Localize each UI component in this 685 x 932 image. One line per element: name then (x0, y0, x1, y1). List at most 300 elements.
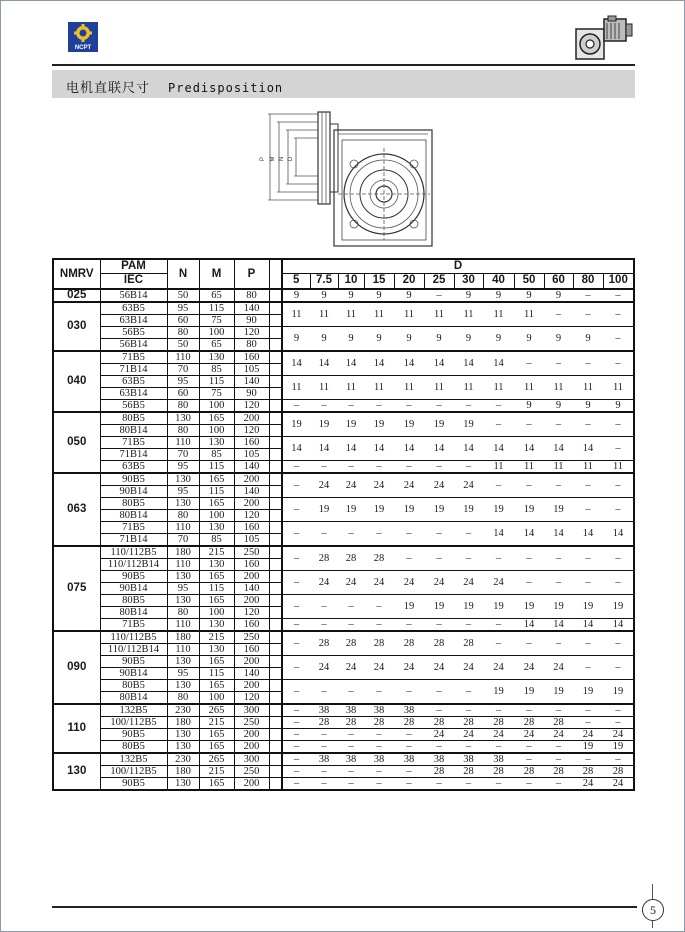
shaft-diameter-cell: 9 (514, 289, 544, 302)
spacer-cell (269, 486, 282, 498)
shaft-diameter-cell: – (310, 766, 338, 778)
shaft-diameter-cell: 14 (394, 351, 424, 376)
shaft-diameter-cell: – (514, 778, 544, 791)
m-cell: 85 (199, 534, 234, 547)
shaft-diameter-cell: 14 (338, 351, 364, 376)
table-row (53, 546, 634, 559)
shaft-diameter-cell: 28 (364, 717, 394, 729)
shaft-diameter-cell: – (514, 631, 544, 656)
spacer-cell (269, 534, 282, 547)
shaft-diameter-cell: – (394, 461, 424, 474)
p-cell: 200 (234, 473, 269, 486)
n-cell: 95 (167, 461, 199, 474)
shaft-diameter-cell: – (573, 717, 603, 729)
logo-text: NCPT (74, 45, 92, 51)
m-cell: 100 (199, 425, 234, 437)
shaft-diameter-cell: 28 (364, 546, 394, 571)
shaft-diameter-cell: 24 (310, 473, 338, 498)
shaft-diameter-cell: – (544, 778, 573, 791)
m-cell: 265 (199, 704, 234, 717)
m-cell: 100 (199, 692, 234, 705)
shaft-diameter-cell: 19 (483, 595, 514, 619)
shaft-diameter-cell: 11 (483, 461, 514, 474)
n-cell: 95 (167, 486, 199, 498)
p-cell: 120 (234, 327, 269, 339)
ratio-header: 5 (282, 273, 310, 289)
iec-cell: 90B5 (100, 571, 167, 583)
shaft-diameter-cell: 24 (310, 656, 338, 680)
p-cell: 200 (234, 571, 269, 583)
shaft-diameter-cell: 9 (424, 327, 454, 352)
spacer-cell (269, 766, 282, 778)
shaft-diameter-cell: 11 (310, 376, 338, 400)
shaft-diameter-cell: – (424, 680, 454, 705)
p-cell: 250 (234, 546, 269, 559)
m-cell: 130 (199, 437, 234, 449)
p-cell: 120 (234, 400, 269, 413)
shaft-diameter-cell: 28 (338, 631, 364, 656)
m-cell: 165 (199, 656, 234, 668)
iec-cell: 63B14 (100, 388, 167, 400)
shaft-diameter-cell: 24 (454, 473, 483, 498)
spacer-cell (269, 741, 282, 754)
shaft-diameter-cell: 14 (394, 437, 424, 461)
shaft-diameter-cell: – (364, 778, 394, 791)
shaft-diameter-cell: – (394, 522, 424, 547)
shaft-diameter-cell: 11 (364, 302, 394, 327)
shaft-diameter-cell: 9 (364, 289, 394, 302)
shaft-diameter-cell: – (424, 400, 454, 413)
predisposition-table (52, 258, 635, 791)
m-cell: 165 (199, 595, 234, 607)
model-cell: 040 (53, 351, 100, 412)
shaft-diameter-cell: 28 (454, 717, 483, 729)
iec-cell: 80B5 (100, 595, 167, 607)
table-row (53, 498, 634, 510)
shaft-diameter-cell: 28 (310, 717, 338, 729)
iec-cell: 63B14 (100, 315, 167, 327)
shaft-diameter-cell: – (454, 778, 483, 791)
shaft-diameter-cell: – (603, 351, 634, 376)
dim-label-p: P (260, 156, 266, 162)
company-logo-icon (68, 22, 98, 52)
table-row (53, 595, 634, 607)
p-cell: 160 (234, 437, 269, 449)
shaft-diameter-cell: 24 (573, 729, 603, 741)
shaft-diameter-cell: 14 (603, 522, 634, 547)
shaft-diameter-cell: 24 (424, 656, 454, 680)
shaft-diameter-cell: 38 (364, 704, 394, 717)
shaft-diameter-cell: 11 (544, 376, 573, 400)
iec-cell: 90B5 (100, 656, 167, 668)
shaft-diameter-cell: 14 (338, 437, 364, 461)
shaft-diameter-cell: 24 (424, 729, 454, 741)
spacer-cell (269, 498, 282, 510)
shaft-diameter-cell: 19 (603, 595, 634, 619)
table-row (53, 522, 634, 534)
shaft-diameter-cell: 19 (338, 498, 364, 522)
p-cell: 200 (234, 656, 269, 668)
p-cell: 200 (234, 741, 269, 754)
shaft-diameter-cell: – (514, 571, 544, 595)
n-cell: 130 (167, 680, 199, 692)
m-cell: 100 (199, 510, 234, 522)
spacer-cell (269, 302, 282, 315)
shaft-diameter-cell: 14 (454, 351, 483, 376)
shaft-diameter-cell: 19 (483, 498, 514, 522)
shaft-diameter-cell: 19 (514, 680, 544, 705)
shaft-diameter-cell: – (364, 619, 394, 632)
spacer-cell (269, 631, 282, 644)
shaft-diameter-cell: 19 (603, 741, 634, 754)
shaft-diameter-cell: – (338, 778, 364, 791)
iec-cell: 80B14 (100, 692, 167, 705)
model-cell: 130 (53, 753, 100, 790)
shaft-diameter-cell: 11 (603, 376, 634, 400)
p-cell: 160 (234, 351, 269, 364)
shaft-diameter-cell: – (394, 680, 424, 705)
table-row (53, 704, 634, 717)
shaft-diameter-cell: – (338, 680, 364, 705)
shaft-diameter-cell: 28 (310, 546, 338, 571)
shaft-diameter-cell: 28 (364, 631, 394, 656)
shaft-diameter-cell: 38 (338, 753, 364, 766)
p-cell: 80 (234, 339, 269, 352)
spacer-cell (269, 437, 282, 449)
n-cell: 95 (167, 376, 199, 388)
shaft-diameter-cell: 38 (483, 753, 514, 766)
shaft-diameter-cell: – (364, 595, 394, 619)
shaft-diameter-cell: 14 (310, 351, 338, 376)
shaft-diameter-cell: – (310, 595, 338, 619)
shaft-diameter-cell: 9 (573, 327, 603, 352)
shaft-diameter-cell: 24 (544, 656, 573, 680)
model-cell: 063 (53, 473, 100, 546)
shaft-diameter-cell: 11 (338, 302, 364, 327)
iec-cell: 110/112B5 (100, 631, 167, 644)
shaft-diameter-cell: – (454, 680, 483, 705)
table-body (53, 289, 634, 790)
shaft-diameter-cell: 28 (514, 717, 544, 729)
shaft-diameter-cell: 14 (514, 619, 544, 632)
table-row (53, 327, 634, 339)
shaft-diameter-cell: – (573, 656, 603, 680)
iec-cell: 90B5 (100, 778, 167, 791)
shaft-diameter-cell: – (514, 473, 544, 498)
shaft-diameter-cell: – (454, 741, 483, 754)
shaft-diameter-cell: – (282, 546, 310, 571)
n-cell: 95 (167, 668, 199, 680)
shaft-diameter-cell: – (310, 680, 338, 705)
spacer-cell (269, 729, 282, 741)
n-cell: 70 (167, 449, 199, 461)
shaft-diameter-cell: – (603, 473, 634, 498)
n-cell: 230 (167, 753, 199, 766)
shaft-diameter-cell: 11 (544, 461, 573, 474)
table-row (53, 461, 634, 474)
spacer-cell (269, 449, 282, 461)
spacer-cell (269, 327, 282, 339)
iec-cell: 80B14 (100, 425, 167, 437)
section-title-cn: 电机直联尺寸 (66, 80, 151, 95)
shaft-diameter-cell: – (364, 400, 394, 413)
shaft-diameter-cell: – (282, 656, 310, 680)
shaft-diameter-cell: 11 (310, 302, 338, 327)
n-cell: 110 (167, 619, 199, 632)
n-cell: 130 (167, 473, 199, 486)
shaft-diameter-cell: 28 (483, 766, 514, 778)
shaft-diameter-cell: 28 (424, 766, 454, 778)
m-cell: 100 (199, 400, 234, 413)
spacer-cell (269, 376, 282, 388)
shaft-diameter-cell: – (424, 741, 454, 754)
shaft-diameter-cell: – (282, 619, 310, 632)
p-cell: 105 (234, 534, 269, 547)
shaft-diameter-cell: – (310, 729, 338, 741)
shaft-diameter-cell: 14 (364, 437, 394, 461)
shaft-diameter-cell: – (544, 473, 573, 498)
n-cell: 110 (167, 522, 199, 534)
shaft-diameter-cell: 11 (364, 376, 394, 400)
shaft-diameter-cell: 9 (394, 327, 424, 352)
shaft-diameter-cell: 24 (603, 729, 634, 741)
iec-cell: 56B14 (100, 289, 167, 302)
shaft-diameter-cell: 24 (454, 656, 483, 680)
shaft-diameter-cell: 24 (394, 571, 424, 595)
shaft-diameter-cell: 24 (514, 656, 544, 680)
spacer-cell (269, 717, 282, 729)
iec-cell: 80B14 (100, 510, 167, 522)
shaft-diameter-cell: 28 (454, 766, 483, 778)
table-row (53, 473, 634, 486)
table-row (53, 741, 634, 754)
shaft-diameter-cell: 38 (394, 704, 424, 717)
shaft-diameter-cell: – (544, 546, 573, 571)
shaft-diameter-cell: 19 (544, 680, 573, 705)
shaft-diameter-cell: 11 (394, 376, 424, 400)
shaft-diameter-cell: 24 (424, 473, 454, 498)
p-cell: 200 (234, 595, 269, 607)
ratio-header: 20 (394, 273, 424, 289)
shaft-diameter-cell: – (544, 571, 573, 595)
shaft-diameter-cell: 14 (424, 351, 454, 376)
shaft-diameter-cell: 28 (424, 631, 454, 656)
table-row (53, 729, 634, 741)
shaft-diameter-cell: – (424, 778, 454, 791)
table-row (53, 400, 634, 413)
shaft-diameter-cell: – (338, 400, 364, 413)
shaft-diameter-cell: 19 (454, 412, 483, 437)
shaft-diameter-cell: – (483, 412, 514, 437)
shaft-diameter-cell: – (338, 766, 364, 778)
shaft-diameter-cell: 11 (603, 461, 634, 474)
m-cell: 100 (199, 327, 234, 339)
shaft-diameter-cell: – (544, 704, 573, 717)
shaft-diameter-cell: 19 (514, 498, 544, 522)
section-title (66, 77, 283, 96)
shaft-diameter-cell: 24 (364, 473, 394, 498)
shaft-diameter-cell: 9 (282, 327, 310, 352)
n-cell: 180 (167, 631, 199, 644)
iec-cell: 80B5 (100, 498, 167, 510)
shaft-diameter-cell: 14 (573, 619, 603, 632)
shaft-diameter-cell: – (282, 680, 310, 705)
header-rule (52, 64, 635, 66)
shaft-diameter-cell: – (603, 327, 634, 352)
shaft-diameter-cell: 11 (282, 376, 310, 400)
spacer-cell (269, 412, 282, 425)
col-header-model: NMRV (53, 259, 100, 289)
shaft-diameter-cell: – (544, 741, 573, 754)
n-cell: 130 (167, 412, 199, 425)
spacer-cell (269, 289, 282, 302)
spacer-cell (269, 753, 282, 766)
shaft-diameter-cell: 28 (454, 631, 483, 656)
shaft-diameter-cell: 14 (573, 522, 603, 547)
m-cell: 115 (199, 302, 234, 315)
shaft-diameter-cell: – (454, 522, 483, 547)
shaft-diameter-cell: 14 (514, 522, 544, 547)
p-cell: 140 (234, 376, 269, 388)
shaft-diameter-cell: 14 (544, 619, 573, 632)
shaft-diameter-cell: 38 (364, 753, 394, 766)
m-cell: 115 (199, 461, 234, 474)
ratio-header: 10 (338, 273, 364, 289)
shaft-diameter-cell: – (514, 753, 544, 766)
n-cell: 70 (167, 534, 199, 547)
shaft-diameter-cell: 38 (454, 753, 483, 766)
spacer-cell (269, 546, 282, 559)
shaft-diameter-cell: 19 (454, 595, 483, 619)
shaft-diameter-cell: – (364, 461, 394, 474)
shaft-diameter-cell: 9 (544, 400, 573, 413)
shaft-diameter-cell: – (544, 302, 573, 327)
shaft-diameter-cell: 19 (573, 741, 603, 754)
n-cell: 95 (167, 302, 199, 315)
p-cell: 200 (234, 498, 269, 510)
shaft-diameter-cell: 19 (364, 498, 394, 522)
shaft-diameter-cell: 24 (603, 778, 634, 791)
n-cell: 50 (167, 339, 199, 352)
iec-cell: 90B5 (100, 729, 167, 741)
table-header (53, 259, 634, 289)
m-cell: 115 (199, 376, 234, 388)
shaft-diameter-cell: 11 (514, 461, 544, 474)
iec-cell: 63B5 (100, 376, 167, 388)
shaft-diameter-cell: 9 (483, 327, 514, 352)
col-header-p: P (234, 259, 269, 289)
table-row (53, 437, 634, 449)
shaft-diameter-cell: – (282, 522, 310, 547)
shaft-diameter-cell: 28 (310, 631, 338, 656)
p-cell: 200 (234, 778, 269, 791)
shaft-diameter-cell: – (483, 741, 514, 754)
spacer-cell (269, 315, 282, 327)
m-cell: 130 (199, 619, 234, 632)
spacer-cell (269, 364, 282, 376)
ratio-header: 30 (454, 273, 483, 289)
dim-label-m: M (270, 156, 276, 162)
shaft-diameter-cell: – (573, 571, 603, 595)
n-cell: 110 (167, 437, 199, 449)
dim-label-d: D (288, 156, 294, 162)
p-cell: 300 (234, 704, 269, 717)
spacer-cell (269, 425, 282, 437)
spacer-cell (269, 339, 282, 352)
shaft-diameter-cell: 19 (454, 498, 483, 522)
shaft-diameter-cell: – (282, 729, 310, 741)
shaft-diameter-cell: 11 (424, 376, 454, 400)
iec-cell: 71B14 (100, 364, 167, 376)
shaft-diameter-cell: – (483, 631, 514, 656)
m-cell: 115 (199, 583, 234, 595)
shaft-diameter-cell: 38 (338, 704, 364, 717)
shaft-diameter-cell: 9 (282, 289, 310, 302)
p-cell: 250 (234, 631, 269, 644)
n-cell: 110 (167, 559, 199, 571)
iec-cell: 71B14 (100, 449, 167, 461)
spacer-cell (269, 668, 282, 680)
iec-cell: 80B14 (100, 607, 167, 619)
p-cell: 120 (234, 425, 269, 437)
shaft-diameter-cell: – (282, 595, 310, 619)
spacer-cell (269, 510, 282, 522)
shaft-diameter-cell: – (338, 619, 364, 632)
shaft-diameter-cell: – (483, 473, 514, 498)
m-cell: 165 (199, 571, 234, 583)
shaft-diameter-cell: – (424, 461, 454, 474)
spacer-cell (269, 583, 282, 595)
shaft-diameter-cell: – (514, 741, 544, 754)
shaft-diameter-cell: – (603, 631, 634, 656)
iec-cell: 56B14 (100, 339, 167, 352)
iec-cell: 132B5 (100, 704, 167, 717)
m-cell: 130 (199, 522, 234, 534)
spacer-cell (269, 351, 282, 364)
p-cell: 160 (234, 522, 269, 534)
shaft-diameter-cell: 14 (544, 437, 573, 461)
shaft-diameter-cell: 24 (424, 571, 454, 595)
n-cell: 80 (167, 692, 199, 705)
shaft-diameter-cell: – (573, 351, 603, 376)
shaft-diameter-cell: – (282, 498, 310, 522)
shaft-diameter-cell: 9 (338, 327, 364, 352)
shaft-diameter-cell: 19 (394, 412, 424, 437)
model-cell: 090 (53, 631, 100, 704)
shaft-diameter-cell: 11 (282, 302, 310, 327)
shaft-diameter-cell: 24 (483, 571, 514, 595)
p-cell: 300 (234, 753, 269, 766)
shaft-diameter-cell: 19 (424, 595, 454, 619)
spacer-cell (269, 461, 282, 474)
shaft-diameter-cell: 28 (338, 546, 364, 571)
iec-cell: 80B5 (100, 412, 167, 425)
p-cell: 200 (234, 680, 269, 692)
shaft-diameter-cell: – (573, 546, 603, 571)
shaft-diameter-cell: – (544, 412, 573, 437)
shaft-diameter-cell: – (364, 522, 394, 547)
iec-cell: 71B5 (100, 437, 167, 449)
p-cell: 160 (234, 644, 269, 656)
n-cell: 230 (167, 704, 199, 717)
p-cell: 140 (234, 668, 269, 680)
ratio-header: 60 (544, 273, 573, 289)
shaft-diameter-cell: 38 (310, 704, 338, 717)
shaft-diameter-cell: – (483, 778, 514, 791)
shaft-diameter-cell: – (603, 412, 634, 437)
m-cell: 165 (199, 729, 234, 741)
col-header-iec: IEC (100, 273, 167, 289)
